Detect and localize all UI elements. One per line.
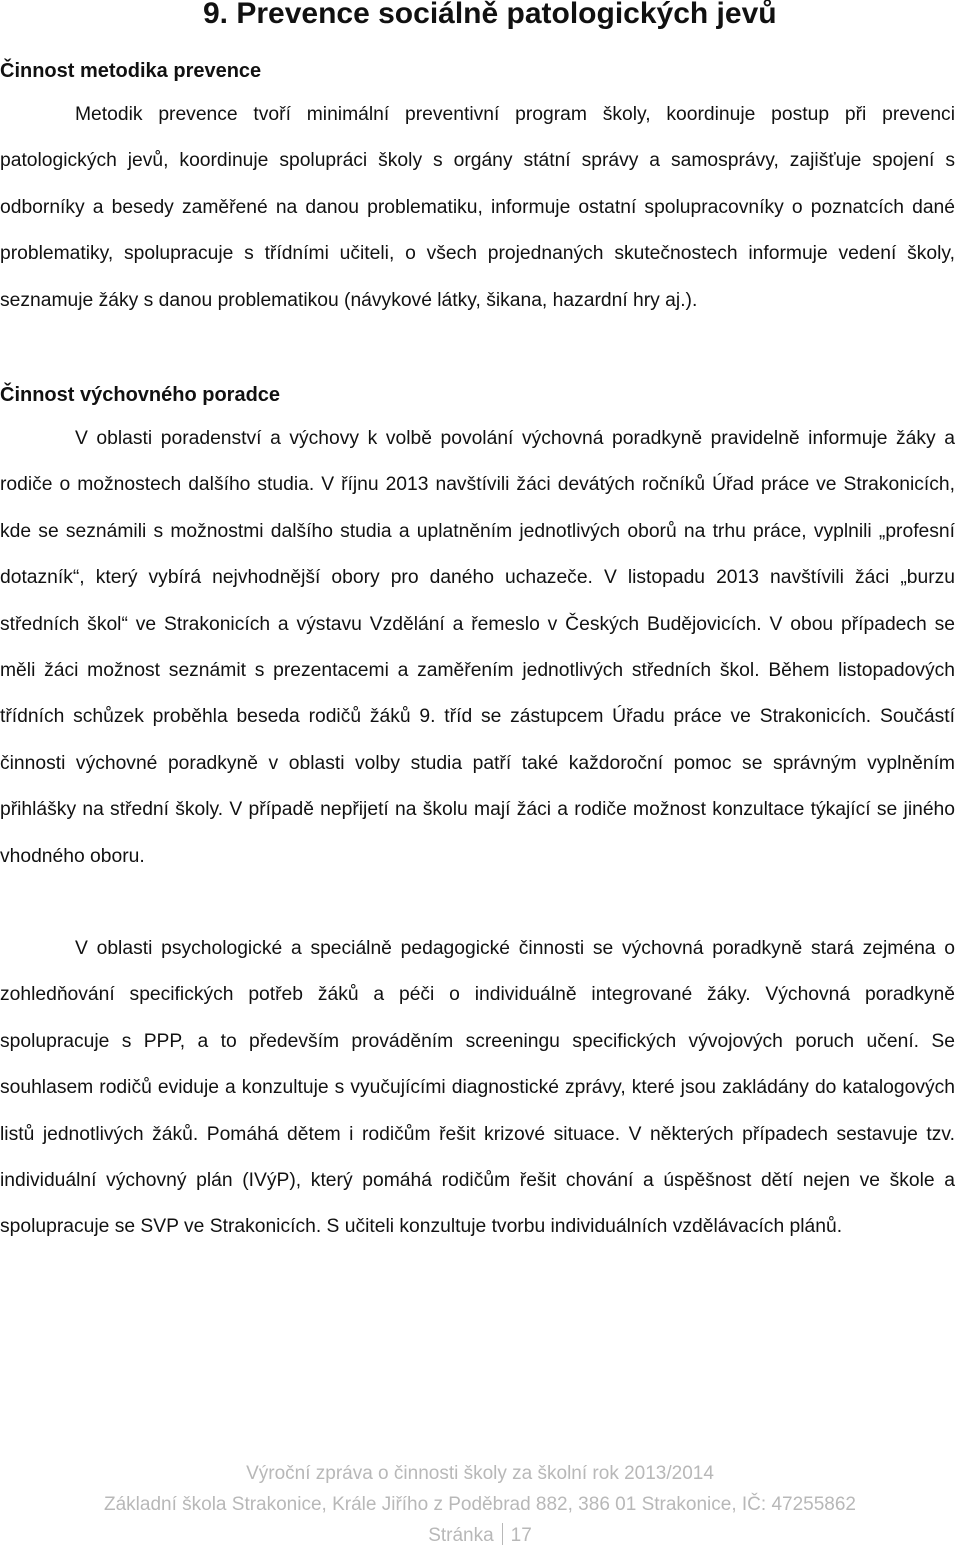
page-number: 17 — [510, 1525, 532, 1546]
paragraph-psychological-support: V oblasti psychologické a speciálně pedagogické činnosti se výchovná poradkyně stará zejména o zohledňování specifických potřeb žáků a péči o individuálně integrované žáky. Výchovná poradkyně spolupracuje s PPP, a to především prováděním screeningu specifických vývojových poruch učení. Se souhlasem rodičů eviduje a konzultuje s vyučujícími diagnostické zprávy, které jsou zakládány do katalogových listů jednotlivých žáků. Pomáhá dětem i rodičům řešit krizové situace. V některých případech sestavuje tzv. individuální výchovný plán (IVýP), který pomáhá rodičům řešit chování a úspěšnost dětí nejen ve škole a spolupracuje se SVP ve Strakonicích. S učiteli konzultuje tvorbu individuálních vzdělávacích plánů. — [0, 938, 955, 1238]
chapter-title: 9. Prevence sociálně patologických jevů — [203, 0, 777, 30]
section-heading-career-advisor: Činnost výchovného poradce — [0, 384, 281, 406]
footer-report-title: Výroční zpráva o činnosti školy za školní rok 2013/2014 — [246, 1463, 714, 1484]
page-separator — [502, 1523, 503, 1545]
paragraph-career-guidance: V oblasti poradenství a výchovy k volbě povolání výchovná poradkyně pravidelně informuje žáky a rodiče o možnostech dalšího studia. V říjnu 2013 navštívili žáci devátých ročníků Úřad práce ve Strakonicích, kde se seznámili s možnostmi dalšího studia a uplatněním jednotlivých oborů na trhu práce, vyplnili „profesní dotazník“, který vybírá nejvhodnější obory pro daného uchazeče. V listopadu 2013 navštívili žáci „burzu středních škol“ ve Strakonicích a výstavu Vzdělání a řemeslo v Českých Budějovicích. V obou případech se měli žáci možnost seznámit s prezentacemi a zaměřením jednotlivých středních škol. Během listopadových třídních schůzek proběhla beseda rodičů žáků 9. tříd se zástupcem Úřadu práce ve Strakonicích. Součástí činnosti výchovné poradkyně v oblasti volby studia patří také každoroční pomoc se správným vyplněním přihlášky na střední školy. V případě nepřijetí na školu mají žáci a rodiče možnost konzultace týkající se jiného vhodného oboru. — [0, 428, 955, 867]
footer-school-address: Základní škola Strakonice, Krále Jiřího z Poděbrad 882, 386 01 Strakonice, IČ: 47255862 — [103, 1494, 856, 1515]
section-heading-prevention-methodist: Činnost metodika prevence — [0, 60, 262, 82]
paragraph-prevention-methodist: Metodik prevence tvoří minimální preventivní program školy, koordinuje postup při prevenci patologických jevů, koordinuje spolupráci školy s orgány státní správy a samosprávy, zajišťuje spojení s odborníky a besedy zaměřené na danou problematiku, informuje ostatní spolupracovníky o poznatcích dané problematiky, spolupracuje s třídními učiteli, o všech projednaných skutečnostech informuje vedení školy, seznamuje žáky s danou problematikou (návykové látky, šikana, hazardní hry aj.). — [0, 104, 955, 311]
footer-page-indicator — [0, 1522, 960, 1550]
page-label: Stránka — [428, 1525, 494, 1546]
